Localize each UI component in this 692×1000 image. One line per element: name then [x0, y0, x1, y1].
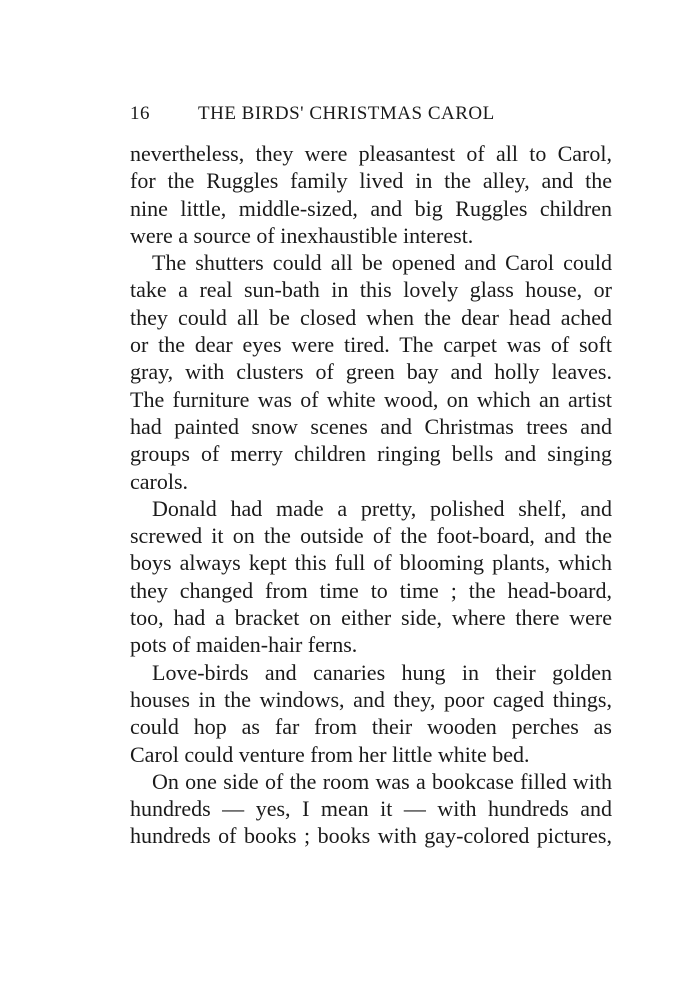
body-text — [130, 140, 612, 850]
paragraph — [130, 768, 612, 850]
text-line: boys always kept this full of blooming plants, which — [130, 550, 612, 576]
text-line: The furniture was of white wood, on which an artist — [130, 386, 612, 412]
text-line: houses in the windows, and they, poor caged things, — [130, 686, 612, 712]
text-line: carols. — [130, 468, 189, 494]
text-line: too, had a bracket on either side, where there were — [130, 605, 612, 631]
page-number: 16 — [130, 103, 150, 124]
paragraph — [130, 659, 612, 768]
text-line: hundreds — yes, I mean it — with hundreds and — [130, 796, 612, 822]
paragraph — [130, 249, 612, 495]
running-title: THE BIRDS' CHRISTMAS CAROL — [198, 103, 495, 124]
text-line: could hop as far from their wooden perches as — [130, 714, 612, 740]
text-line: or the dear eyes were tired. The carpet was of soft — [130, 332, 612, 358]
text-line: gray, with clusters of green bay and holly leaves. — [130, 359, 612, 385]
text-line: Carol could venture from her little white bed. — [130, 741, 530, 767]
text-line: Donald had made a pretty, polished shelf, and — [152, 495, 612, 521]
text-line: were a source of inexhaustible interest. — [130, 222, 474, 248]
text-line: pots of maiden-hair ferns. — [130, 632, 358, 658]
text-line: had painted snow scenes and Christmas trees and — [130, 413, 612, 439]
paragraph — [130, 140, 612, 249]
text-line: for the Ruggles family lived in the alley, and the — [130, 168, 612, 194]
text-line: On one side of the room was a bookcase filled with — [152, 768, 612, 794]
text-line: screwed it on the outside of the foot-board, and the — [130, 523, 612, 549]
text-line: they changed from time to time ; the head-board, — [130, 577, 612, 603]
paragraph — [130, 495, 612, 659]
text-line: take a real sun-bath in this lovely glass house, or — [130, 277, 612, 303]
text-line: groups of merry children ringing bells and singing — [130, 441, 612, 467]
text-line: hundreds of books ; books with gay-colored pictures, — [130, 823, 612, 849]
text-line: nine little, middle-sized, and big Ruggles children — [130, 195, 612, 221]
text-line: nevertheless, they were pleasantest of all to Carol, — [130, 141, 612, 166]
page-header — [130, 103, 612, 133]
text-line: they could all be closed when the dear head ached — [130, 304, 612, 330]
text-line: The shutters could all be opened and Carol could — [152, 250, 612, 276]
text-line: Love-birds and canaries hung in their golden — [152, 659, 612, 685]
